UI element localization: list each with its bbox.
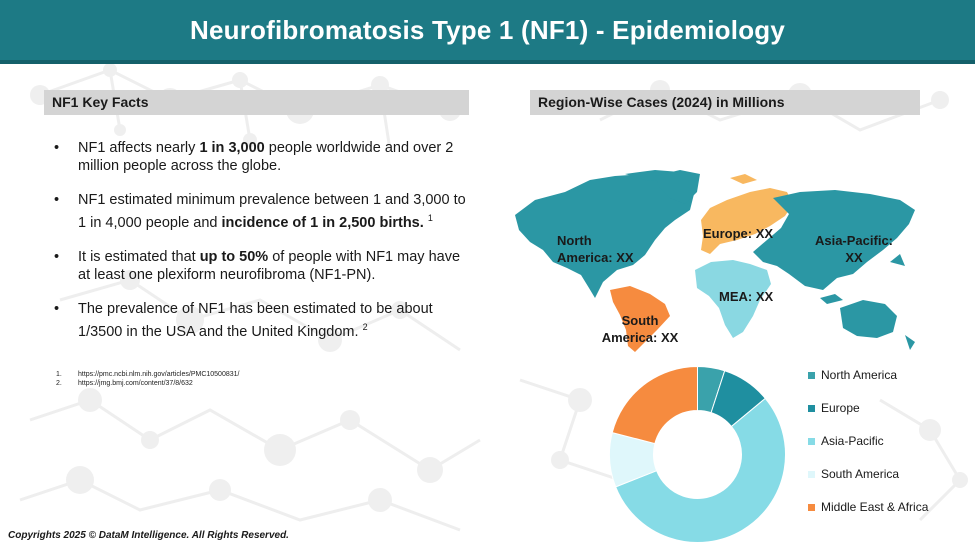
bullet: • <box>54 300 60 317</box>
page-title: Neurofibromatosis Type 1 (NF1) - Epidemiology <box>189 14 786 45</box>
legend-label: Asia-Pacific <box>821 434 884 448</box>
legend-swatch <box>808 372 815 379</box>
legend-item <box>808 467 973 500</box>
reference-item: 1. https://pmc.ncbi.nlm.nih.gov/articles/PMC10500831/ <box>56 371 240 378</box>
references <box>56 370 239 388</box>
bullet: • <box>54 192 60 208</box>
legend-item <box>808 401 973 434</box>
legend-label: Europe <box>821 401 860 415</box>
map-label-mea: MEA: XX <box>719 289 774 304</box>
fact-item: • The prevalence of NF1 has been estimated to be about 1/3500 in the USA and the United Kingdom. $^2$ <box>54 300 433 340</box>
bullet: • <box>54 140 60 156</box>
legend-swatch <box>808 405 815 412</box>
world-map <box>505 170 925 355</box>
map-label-north-america: America: XX <box>557 250 634 265</box>
reference-item: 2. https://jmg.bmj.com/content/37/8/632 <box>56 380 193 387</box>
key-facts-heading-bar <box>44 90 469 115</box>
legend-swatch <box>808 504 815 511</box>
legend-item <box>808 500 973 533</box>
map-label-europe: Europe: XX <box>703 226 774 241</box>
map-label-asia-pacific: Asia-Pacific: <box>814 233 894 248</box>
map-label-asia-pacific: XX <box>845 250 863 265</box>
map-label-south-america: America: XX <box>601 330 679 345</box>
map-australia <box>840 300 897 338</box>
donut-slice-middle-east-africa <box>612 367 697 444</box>
map-label-south-america: South <box>621 313 659 328</box>
region-donut-chart <box>605 362 790 547</box>
fact-item: • NF1 affects nearly 1 in 3,000 people worldwide and over 2 million people across the globe. <box>54 140 454 174</box>
legend-item <box>808 368 973 401</box>
reference-link[interactable]: https://pmc.ncbi.nlm.nih.gov/articles/PMC10500831/ <box>78 371 240 378</box>
legend-swatch <box>808 471 815 478</box>
key-facts-list <box>52 139 468 357</box>
reference-link[interactable]: https://jmg.bmj.com/content/37/8/632 <box>78 380 193 387</box>
legend-label: South America <box>821 467 900 481</box>
legend-label: North America <box>821 368 898 382</box>
footnote-ref: 2 <box>362 321 368 332</box>
map-label-north-america: North <box>557 233 592 248</box>
legend-label: Middle East & Africa <box>821 500 929 514</box>
region-heading-bar <box>530 90 920 115</box>
legend-item <box>808 434 973 467</box>
key-facts-heading: NF1 Key Facts <box>52 94 149 110</box>
legend-swatch <box>808 438 815 445</box>
fact-item: • NF1 estimated minimum prevalence between 1 and 3,000 to 1 in 4,000 people and incidence of 1 in 2,500 births. $^1$ <box>54 192 466 231</box>
chart-legend <box>808 368 973 533</box>
title-banner <box>0 0 975 64</box>
bullet: • <box>54 248 60 265</box>
fact-item: • It is estimated that up to 50% of people with NF1 may have at least one plexiform neurofibroma (NF1-PN). <box>54 248 461 283</box>
footnote-ref: 1 <box>427 213 433 223</box>
region-heading: Region-Wise Cases (2024) in Millions <box>538 94 785 110</box>
copyright-text: Copyrights 2025 © DataM Intelligence. All Rights Reserved. <box>8 530 289 541</box>
